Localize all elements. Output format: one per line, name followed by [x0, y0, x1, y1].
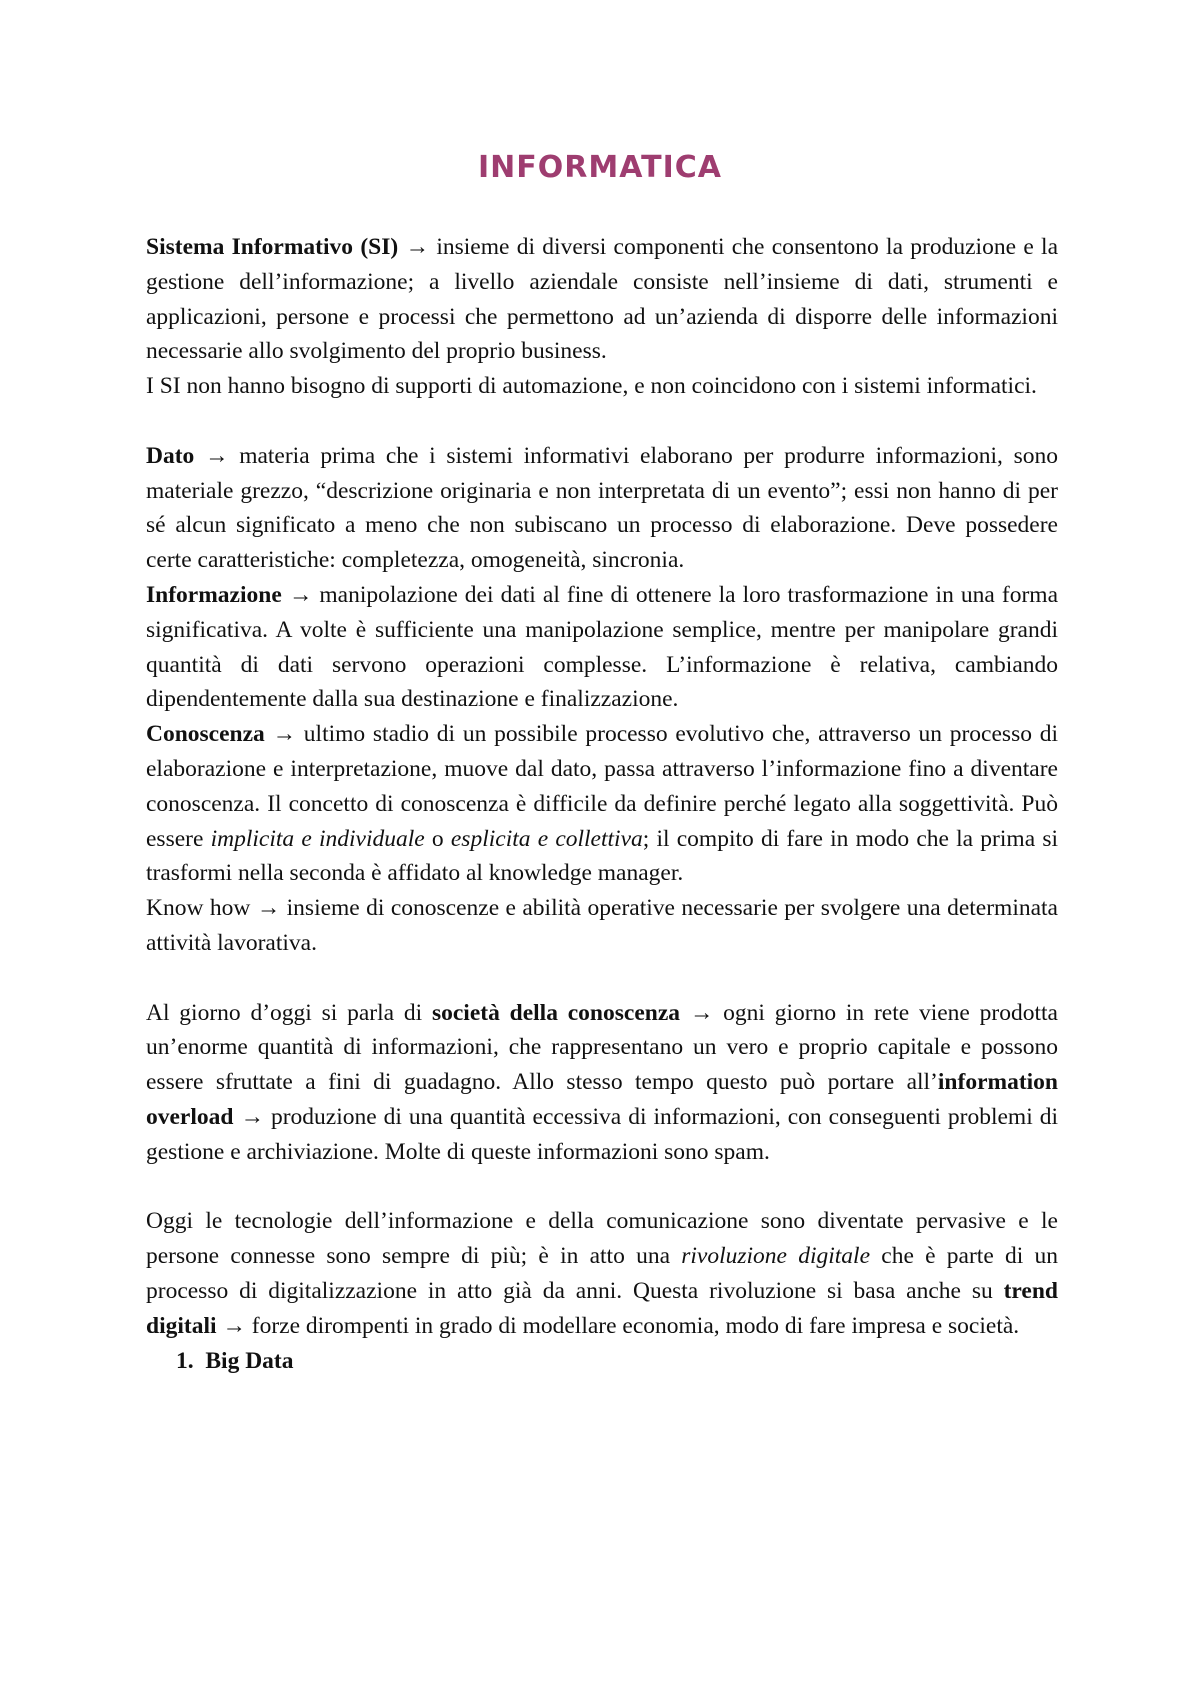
body-text: Oggi le tecnologie dell’informazione e della comunicazione sono diventate pervasive e le persone connesse sono sempre di più; è in atto una	[146, 1208, 1058, 1270]
body-text: Al giorno d’oggi si parla di	[146, 999, 432, 1026]
paragraph-conoscenza	[146, 717, 1058, 891]
italic-implicita: implicita e individuale	[210, 825, 425, 852]
spacer	[146, 404, 1058, 439]
term-sistema-informativo: Sistema Informativo (SI)	[146, 234, 399, 260]
page-title: INFORMATICA	[478, 150, 722, 185]
body-text: che è parte di un processo di digitalizzazione in atto già da anni. Questa rivoluzione si basa anche su	[146, 1243, 1058, 1304]
numbered-list	[146, 1344, 1058, 1379]
term-dato: Dato	[146, 442, 195, 469]
list-label: Big Data	[205, 1347, 294, 1374]
body-text: → forze dirompenti in grado di modellare economia, modo di fare impresa e società.	[216, 1312, 1020, 1339]
arrow: →	[264, 721, 304, 748]
body-text: → ogni giorno in rete viene prodotta un’enorme quantità di informazioni, che rappresentano un vero e proprio capitale e possono essere sfruttate a fini di guadagno. Allo stesso tempo questo può portare all’	[146, 999, 1058, 1096]
definition-text: o	[424, 825, 451, 852]
term-information-overload: information overload	[146, 1069, 1058, 1130]
italic-rivoluzione-digitale: rivoluzione digitale	[681, 1243, 871, 1270]
list-item	[146, 1344, 1058, 1379]
term-conoscenza: Conoscenza	[146, 721, 265, 748]
paragraph-dato	[146, 439, 1058, 578]
paragraph-societa-conoscenza	[146, 996, 1058, 1170]
term-trend-digitali: trend digitali	[146, 1277, 1058, 1339]
paragraph-know-how: Know how → insieme di conoscenze e abilità operative necessarie per svolgere una determinata attività lavorativa.	[146, 895, 1058, 956]
term-informazione: Informazione	[146, 581, 282, 608]
paragraph-rivoluzione-digitale	[146, 1204, 1058, 1343]
definition-text: ; il compito di fare in modo che la prima si trasformi nella seconda è affidato al knowledge manager.	[146, 825, 1058, 887]
body-text: → produzione di una quantità eccessiva di informazioni, con conseguenti problemi di gestione e archiviazione. Molte di queste informazioni sono spam.	[146, 1103, 1058, 1165]
spacer	[146, 1170, 1058, 1205]
italic-esplicita: esplicita e collettiva	[450, 825, 643, 852]
list-number: 1.	[176, 1347, 194, 1374]
paragraph-si-note: I SI non hanno bisogno di supporti di automazione, e non coincidono con i sistemi informatici.	[146, 373, 1037, 400]
arrow: →	[194, 442, 240, 469]
definition-text: manipolazione dei dati al fine di ottenere la loro trasformazione in una forma significativa. A volte è sufficiente una manipolazione semplice, mentre per manipolare grandi quantità di dati servono operazioni complesse. L’informazione è relativa, cambiando dipendentemente dalla sua destinazione e finalizzazione.	[146, 581, 1058, 713]
paragraph-sistema-informativo	[146, 230, 1058, 369]
term-societa-conoscenza: società della conoscenza	[431, 999, 681, 1026]
document-body	[146, 230, 1058, 1378]
arrow: →	[281, 581, 320, 608]
spacer	[146, 961, 1058, 996]
arrow: →	[398, 234, 437, 260]
definition-text: insieme di diversi componenti che consentono la produzione e la gestione dell’informazione; a livello aziendale consiste nell’insieme di dati, strumenti e applicazioni, persone e processi che permettono ad un’azienda di disporre delle informazioni necessarie allo svolgimento del proprio business.	[146, 234, 1059, 365]
definition-text: materia prima che i sistemi informativi elaborano per produrre informazioni, sono materiale grezzo, “descrizione originaria e non interpretata di un evento”; essi non hanno di per sé alcun significato a meno che non subiscano un processo di elaborazione. Deve possedere certe caratteristiche: completezza, omogeneità, sincronia.	[146, 442, 1059, 574]
definition-text: ultimo stadio di un possibile processo evolutivo che, attraverso un processo di elaborazione e interpretazione, muove dal dato, passa attraverso l’informazione fino a diventare conoscenza. Il concetto di conoscenza è difficile da definire perché legato alla soggettività. Può essere	[146, 721, 1058, 852]
paragraph-informazione	[146, 578, 1058, 717]
